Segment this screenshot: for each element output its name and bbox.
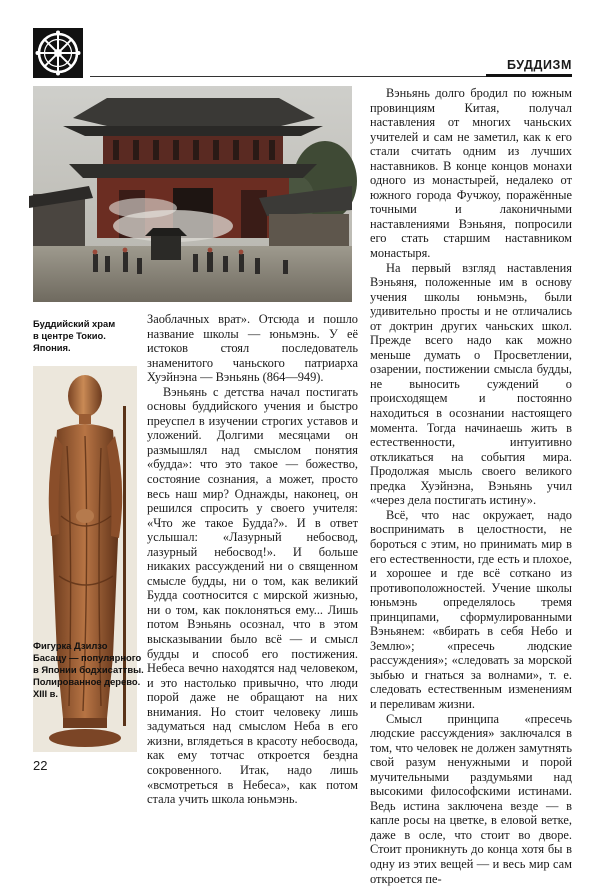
paragraph: Вэньянь с детства начал постигать основы буддийского учения и быстро преуспел в изучении строгих уставов и уложений. Долгими месяцами он размышлял над смыслом понятия «будда»: что это такое — божество, состояние сознания, а может, просто весь наш мир? Однажды, наконец, он решился спросить у своего учителя: «Что же такое Будда?». И в ответ услышал: «Лазурный небосвод, лазурный небосвод!». И больше никаких рассуждений ни о священном смысле будды, ни о том, как великий Будда соотносится с мирской жизнью, ни о том, как поклоняться ему... Лишь потом Вэньянь осознал, что в этом высказывании было всё — и смысл будды и способ его постижения. Небеса вечно находятся над человеком, и это настолько привычно, что люди порой даже не обращают на них внимания. Но стоит человеку лишь задуматься над смыслом Неба в его жизни, вглядеться в красоту небосвода, как ему тотчас откроется бездна сокровенного. Итак, надо лишь «всмотреться в Небеса», как потом стала учить школа юньмэнь. bbox=[147, 384, 358, 807]
right-text-column bbox=[370, 86, 572, 886]
temple-photo-caption bbox=[33, 318, 133, 354]
paragraph: Смысл принципа «пресечь людские рассуждения» заключался в том, что человек не должен замутнять свой разум ненужными и порой мучительными раздумьями над высокими философскими истинами. Ведь истина заключена везде — в капле росы на цветке, в еловой ветке, даже в осле, что стоит во дворе. Стоит проникнуть до конца хотя бы в одну из этих вещей — и весь мир сам откроется пе- bbox=[370, 711, 572, 886]
temple-photo bbox=[33, 86, 352, 302]
caption-line: в центре Токио. bbox=[33, 330, 106, 341]
caption-line: Буддийский храм bbox=[33, 318, 116, 329]
paragraph: Всё, что нас окружает, надо воспринимать в целостности, не бороться с этим, но принимать мир в его естественности, где есть и плохое, и хорошее и где всё соткано из противоположностей. Учение школы юньмэнь определялось тремя принципами, сформулированными Вэньянем: «вбирать в себя Небо и Землю»; «пресечь людские рассуждения»; «следовать за морской зыбью и гнаться за волнами», т. е. следовать естественным изменениям и переливам жизни. bbox=[370, 507, 572, 711]
statue-photo-caption bbox=[33, 640, 144, 700]
dharma-wheel-icon bbox=[33, 28, 83, 78]
section-title: БУДДИЗМ bbox=[506, 58, 572, 72]
paragraph: Заоблачных врат». Отсюда и пошло название школы — юньмэнь. У её истоков стоял последователь знаменитого чаньского патриарха Хуэйнэна — Вэньянь (864—949). bbox=[147, 312, 358, 385]
caption-line: Япония. bbox=[33, 342, 71, 353]
caption-line: Басацу — популярного bbox=[33, 652, 142, 663]
middle-text-column bbox=[147, 312, 358, 807]
caption-line: в Японии бодхисаттвы. bbox=[33, 664, 144, 675]
caption-line: Фигурка Дзилзо bbox=[33, 640, 108, 651]
section-title-underline bbox=[486, 74, 572, 77]
caption-line: XIII в. bbox=[33, 688, 59, 699]
page-number: 22 bbox=[33, 758, 48, 773]
paragraph: На первый взгляд наставления Вэньяня, положенные им в основу учения школы юньмэнь, были удивительно просты и не отличались от доктрин других чаньских школ. Прежде всего надо как можно меньше думать о Просветлении, озарении, постижении смысла будды, не выносить суждений о происходящем и постоянно находиться в осознании настоящего момента. Тогда начинаешь жить в естественности, интуитивно откликаться на события мира. Продолжая мысль своего великого предка Хуэйнэна, Вэньянь учил «через дела постигать истину». bbox=[370, 260, 572, 508]
paragraph: Вэньянь долго бродил по южным провинциям Китая, получал наставления от многих чаньских учителей и сам не заметил, как к его стали считать одним из лучших наставников. В конце концов монахи одного из монастырей, недалеко от южного города Фучжоу, поражённые точными и лаконичными наставлениями Вэньяня, попросили его стать старшим наставником монастыря. bbox=[370, 86, 572, 261]
caption-line: Полированное дерево. bbox=[33, 676, 141, 687]
